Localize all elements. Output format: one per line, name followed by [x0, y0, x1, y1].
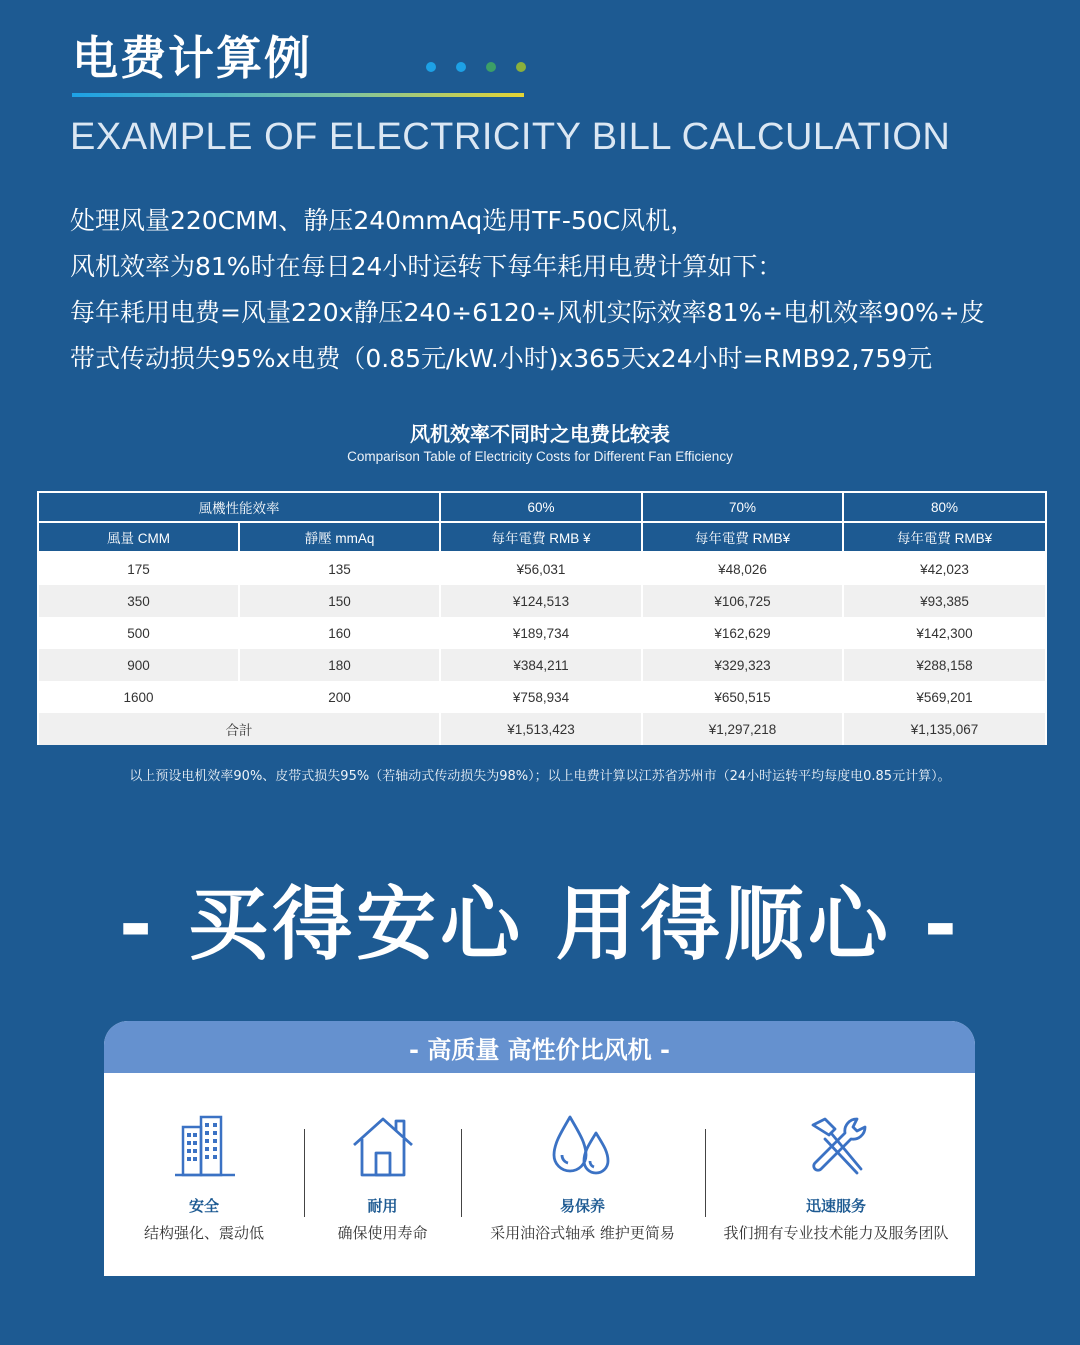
table-row [38, 649, 1046, 681]
cell-cost-70: ¥162,629 [642, 617, 843, 649]
dot-1 [426, 62, 436, 72]
header-cost-60: 每年電費 RMB ¥ [440, 522, 642, 552]
cell-pressure: 150 [239, 585, 440, 617]
header-cost-70: 每年電費 RMB¥ [642, 522, 843, 552]
dot-4 [516, 62, 526, 72]
feature-title: 易保养 [559, 1197, 605, 1215]
cell-flow: 1600 [38, 681, 239, 713]
tools-icon [801, 1111, 871, 1181]
feature-card-header: - 高质量 高性价比风机 - [104, 1021, 975, 1073]
comparison-table [37, 491, 1047, 745]
cell-cost-70: ¥106,725 [642, 585, 843, 617]
page-title: 电费计算例 [72, 31, 312, 85]
cell-cost-60: ¥56,031 [440, 552, 642, 585]
header-60-percent: 60% [440, 492, 642, 522]
cell-cost-80: ¥288,158 [843, 649, 1046, 681]
table-row [38, 681, 1046, 713]
header-70-percent: 70% [642, 492, 843, 522]
cell-cost-60: ¥124,513 [440, 585, 642, 617]
feature-safety [104, 1111, 304, 1243]
table-total-row [38, 713, 1046, 745]
cell-cost-70: ¥650,515 [642, 681, 843, 713]
cell-cost-70: ¥329,323 [642, 649, 843, 681]
table-header-row [38, 522, 1046, 552]
feature-maintenance [461, 1111, 704, 1243]
cell-pressure: 160 [239, 617, 440, 649]
cell-cost-80: ¥569,201 [843, 681, 1046, 713]
intro-line: 处理风量220CMM、静压240mmAq选用TF-50C风机， [70, 206, 696, 235]
feature-service [705, 1111, 967, 1243]
header-flow: 風量 CMM [38, 522, 239, 552]
oil-drops-icon [548, 1111, 618, 1181]
cell-cost-60: ¥758,934 [440, 681, 642, 713]
feature-durable [304, 1111, 461, 1243]
table-footnote: 以上预设电机效率90%、皮带式损失95%（若轴动式传动损失为98%）；以上电费计算以江苏省苏州市（24小时运转平均每度电0.85元计算）。 [129, 769, 951, 784]
cell-total-label: 合計 [38, 713, 440, 745]
cell-total-70: ¥1,297,218 [642, 713, 843, 745]
cell-cost-70: ¥48,026 [642, 552, 843, 585]
cell-flow: 175 [38, 552, 239, 585]
dot-3 [486, 62, 496, 72]
intro-line: 每年耗用电费=风量220x静压240÷6120÷风机实际效率81%÷电机效率90%÷皮 [70, 298, 985, 327]
dot-2 [456, 62, 466, 72]
cell-cost-80: ¥42,023 [843, 552, 1046, 585]
cell-flow: 350 [38, 585, 239, 617]
feature-title: 耐用 [367, 1197, 398, 1215]
building-icon [169, 1111, 239, 1181]
table-row [38, 552, 1046, 585]
page-subtitle-en: EXAMPLE OF ELECTRICITY BILL CALCULATION [70, 116, 951, 158]
table-row [38, 617, 1046, 649]
cell-pressure: 135 [239, 552, 440, 585]
cell-cost-80: ¥142,300 [843, 617, 1046, 649]
table-subtitle: Comparison Table of Electricity Costs for Different Fan Efficiency [347, 449, 733, 464]
feature-desc: 结构强化、震动低 [143, 1224, 264, 1242]
table-title: 风机效率不同时之电费比较表 [410, 422, 670, 446]
feature-list [104, 1073, 975, 1276]
feature-title: 安全 [188, 1197, 219, 1215]
cell-pressure: 200 [239, 681, 440, 713]
feature-title: 迅速服务 [805, 1197, 866, 1215]
header-cost-80: 每年電費 RMB¥ [843, 522, 1046, 552]
house-icon [348, 1111, 418, 1181]
calculation-intro [70, 198, 1030, 382]
header-efficiency-group: 風機性能效率 [38, 492, 440, 522]
cell-total-80: ¥1,135,067 [843, 713, 1046, 745]
cell-pressure: 180 [239, 649, 440, 681]
feature-desc: 采用油浴式轴承 维护更简易 [490, 1224, 675, 1242]
cell-cost-60: ¥189,734 [440, 617, 642, 649]
header-pressure: 靜壓 mmAq [239, 522, 440, 552]
cell-cost-80: ¥93,385 [843, 585, 1046, 617]
decorative-dots [426, 62, 526, 72]
intro-line: 风机效率为81%时在每日24小时运转下每年耗用电费计算如下： [70, 252, 783, 281]
feature-desc: 确保使用寿命 [337, 1224, 428, 1242]
feature-desc: 我们拥有专业技术能力及服务团队 [723, 1224, 949, 1242]
feature-card [104, 1021, 975, 1276]
header-80-percent: 80% [843, 492, 1046, 522]
cell-total-60: ¥1,513,423 [440, 713, 642, 745]
slogan: - 买得安心 用得顺心 - [119, 878, 961, 971]
cell-flow: 500 [38, 617, 239, 649]
cell-cost-60: ¥384,211 [440, 649, 642, 681]
intro-line: 带式传动损失95%x电费（0.85元/kW.小时)x365天x24小时=RMB92,759元 [70, 344, 933, 373]
title-underline [72, 93, 524, 97]
cell-flow: 900 [38, 649, 239, 681]
table-row [38, 585, 1046, 617]
table-header-row [38, 492, 1046, 522]
